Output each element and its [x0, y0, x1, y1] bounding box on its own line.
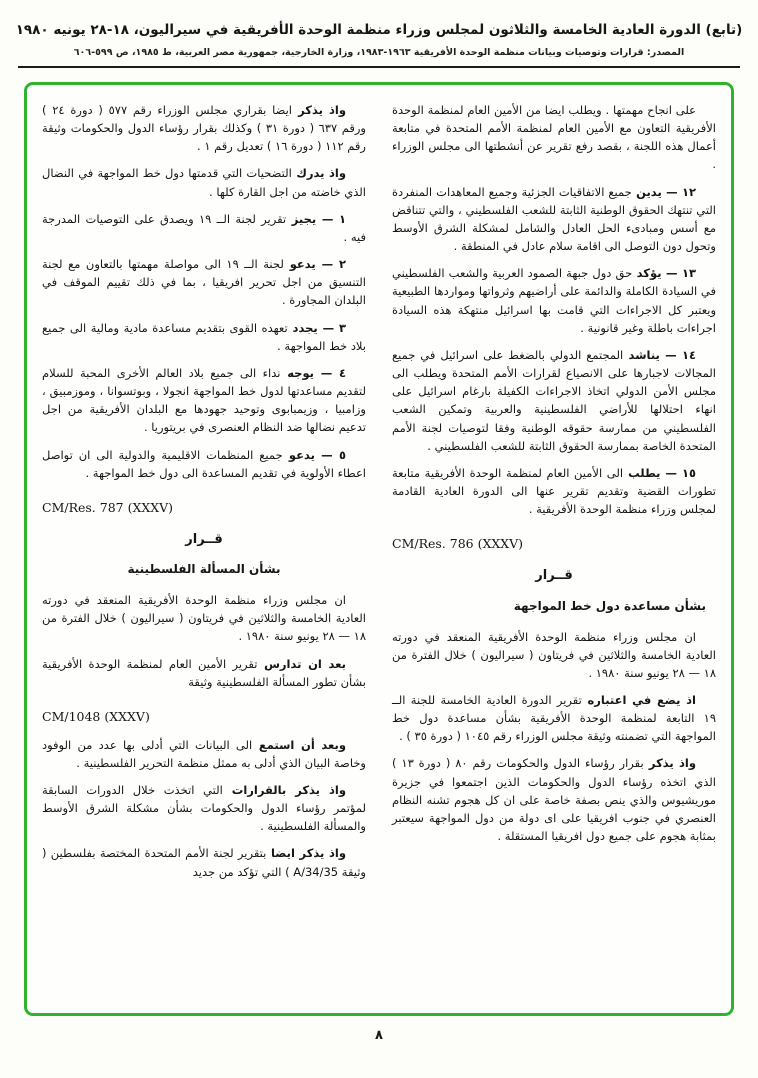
paragraph-lead: ٥ — يدعو: [282, 447, 346, 462]
resolution-number: CM/1048 (XXXV): [42, 708, 150, 724]
paragraph: وبعد أن استمع الى البيانات التي أدلى بها عدد من الوفود وخاصة البيان الذي أدلى به ممثل منظمة التحرير الفلسطينية .: [42, 737, 366, 770]
paragraph: واذ يذكر ايضا بقراري مجلس الوزراء رقم ٥٧٧ ( دورة ٢٤ ) ورقم ٦٣٧ ( دورة ٣١ ) وكذلك بقرار رؤساء الدول والحكومات وثيقة رقم ١١٢ ( دورة ١٦ ) تعديل رقم ١ .: [42, 103, 366, 154]
paragraph: ١٣ — يؤكد حق دول جبهة الصمود العربية والشعب الفلسطيني في السيادة الكاملة والدائمة على أراضيهم وثرواتها ومواردها الطبيعية ويعتبر كل الاجراءات التي قامت بها اسرائيل منتهكة هذه السيادة اجراءات باطلة وغير قانونية .: [392, 266, 716, 335]
paragraph: واذ يذكر بالقرارات التي اتخذت خلال الدورات السابقة لمؤتمر رؤساء الدول والحكومات بشأن مشكلة الشرق الأوسط والمسألة الفلسطينية .: [42, 782, 366, 834]
paragraph: ٣ — يجدد تعهده القوى بتقديم مساعدة مادية ومالية الى جميع بلاد خط المواجهة .: [42, 320, 366, 353]
paragraph-lead: ٣ — يجدد: [287, 320, 346, 335]
two-column-text: [42, 101, 716, 1003]
resolution-number: CM/Res. 786 (XXXV): [392, 536, 524, 552]
page-header: [14, 22, 744, 58]
paragraph: ١٥ — يطلب الى الأمين العام لمنظمة الوحدة الأفريقية متابعة تطورات القضية وتقديم تقرير عنها الى الدورة العادية القادمة لمجلس وزراء منظمة الوحدة الأفريقية .: [392, 465, 716, 517]
paragraph: ١ — يجيز تقرير لجنة الــ ١٩ ويصدق على التوصيات المدرجة فيه .: [42, 211, 366, 244]
paragraph: بعد ان تدارس تقرير الأمين العام لمنظمة الوحدة الأفريقية بشأن تطور المسألة الفلسطينية وثيقة: [42, 656, 366, 689]
paragraph-lead: ٤ — يوجه: [280, 365, 346, 380]
resolution-title: قــرار: [535, 568, 573, 584]
paragraph-lead: ١٢ — يدين: [631, 184, 696, 199]
paragraph-lead: واذ يدرك: [291, 166, 346, 181]
paragraph: ١٢ — يدين جميع الاتفاقيات الجزئية وجميع المعاهدات المنفردة التي تنتهك الحقوق الوطنية الثابتة للشعب الفلسطيني ، والتي تتناقض مع أسس ومبادىء الحل العادل والشامل لمشكلة الشرق الأوسط وتحول دون التوصل الى اقامة سلام عادل في المنطقة .: [392, 184, 716, 254]
resolution-subject: بشأن المسألة الفلسطينية: [127, 562, 281, 577]
paragraph: ١٤ — يناشد المجتمع الدولي بالضغط على اسرائيل في جميع المجالات لاجبارها على الانصياع لقرارات الأمم المتحدة ويطلب الى مجلس الأمن الدولي اتخاذ الاجراءات الكفيلة بارغام اسرائيل على انهاء احتلالها للأراضي الفلسطينية والعربية وتمكين الشعب الفلسطيني من ممارسة حقوقه الوطنية وفقا لتوصيات لجنة الأمم المتحدة الخاصة بممارسة الحقوق الثابتة للشعب الفلسطيني .: [392, 347, 716, 453]
paragraph-lead: بعد ان تدارس: [257, 656, 346, 671]
paragraph: ان مجلس وزراء منظمة الوحدة الأفريقية المنعقد في دورته العادية الخامسة والثلاثين في فريتاون ( سيراليون ) خلال الفترة من ١٨ — ٢٨ يونيو سنة ١٩٨٠ .: [392, 629, 716, 680]
paragraph: على انجاح مهمتها . ويطلب ايضا من الأمين العام لمنظمة الوحدة الأفريقية التعاون مع الأمين العام لمنظمة الأمم المتحدة في متابعة أعمال هذه اللجنة ، بقصد رفع تقرير عن أنشطتها الى مجلس الوزراء .: [392, 103, 716, 172]
column-left: [42, 101, 366, 1003]
paragraph: اذ يضع في اعتباره تقرير الدورة العادية الخامسة للجنة الــ ١٩ التابعة لمنظمة الوحدة الأفريقية بشأن مساعدة دول خط المواجهة التي تضمنته وثيقة مجلس الوزراء رقم ١٠٤٥ ( دورة ٣٥ ) .: [392, 692, 716, 744]
paragraph: ٤ — يوجه نداء الى جميع بلاد العالم الأخرى المحبة للسلام لتقديم مساعدتها لدول خط المواجهة انجولا ، وبوتسوانا ، وموزمبيق ، وزامبيا ، وزيمبابوى وتوحيد جهودها مع البلدان الأفريقية من اجل تدعيم نضالها ضد النظام العنصرى في بريتوريا .: [42, 365, 366, 435]
paragraph-lead: ٢ — يدعو: [283, 257, 346, 272]
column-right: [392, 101, 716, 1003]
paragraph-lead: واذ يذكر: [643, 756, 696, 771]
paragraph: واذ يدرك التضحيات التي قدمتها دول خط المواجهة في النضال الذي خاضته من اجل القارة كلها .: [42, 166, 366, 199]
paragraph: ان مجلس وزراء منظمة الوحدة الأفريقية المنعقد في دورته العادية الخامسة والثلاثين في فريتاون ( سيراليون ) خلال الفترة من ١٨ — ٢٨ يونيو سنة ١٩٨٠ .: [42, 593, 366, 644]
paragraph-lead: ١٥ — يطلب: [623, 465, 696, 480]
paragraph: واذ يذكر بقرار رؤساء الدول والحكومات رقم ٨٠ ( دورة ١٣ ) الذي اتخذه رؤساء الدول والحكومات الذين اجتمعوا في جزيرة موريشيوس والذي ينص بصفة خاصة على ان كل هجوم تشنه النظام العنصري في جنوب افريقيا على اى دولة من دول المواجهة سيعتبر بمثابة هجوم على جميع دول افريقيا المستقلة .: [392, 756, 716, 844]
document-title: (تابع) الدورة العادية الخامسة والثلاثون لمجلس وزراء منظمة الوحدة الأفريقية في سيراليون، ١٨-٢٨ يونيه ١٩٨٠: [15, 22, 743, 38]
paragraph-lead: وبعد أن استمع: [252, 737, 346, 752]
document-source-line: المصدر: قرارات وتوصيات وبيانات منظمة الوحدة الأفريقية ١٩٦٣-١٩٨٣، وزارة الخارجية، جمهورية مصر العربية، ط ١٩٨٥، ص ٥٩٩-٦٠٦: [73, 47, 685, 58]
green-content-frame: [24, 82, 734, 1016]
page-number: ٨: [375, 1028, 383, 1043]
paragraph-lead: واذ يذكر: [292, 103, 346, 117]
resolution-number: CM/Res. 787 (XXXV): [42, 499, 174, 515]
resolution-title: قــرار: [185, 531, 223, 547]
paragraph-lead: واذ يذكر ايضا: [266, 846, 347, 861]
paragraph: ٥ — يدعو جميع المنظمات الاقليمية والدولية الى ان تواصل اعطاء الأولوية في تقديم المساعدة الى دول خط المواجهة .: [42, 447, 366, 480]
header-divider: [18, 66, 740, 68]
resolution-subject: بشأن مساعدة دول خط المواجهة: [513, 598, 706, 613]
paragraph-lead: واذ يذكر بالقرارات: [222, 782, 346, 797]
paragraph: ٢ — يدعو لجنة الــ ١٩ الى مواصلة مهمتها بالتعاون مع لجنة التنسيق من اجل تحرير افريقيا ، بما في ذلك تقييم الموقف في البلدان المجاورة .: [42, 257, 366, 308]
paragraph-lead: ١٣ — يؤكد: [632, 266, 696, 281]
paragraph: واذ يذكر ايضا بتقرير لجنة الأمم المتحدة المختصة بفلسطين ( وثيقة A/34/35 ) التي تؤكد من جديد: [42, 846, 366, 879]
paragraph-lead: ١ — يجيز: [286, 211, 346, 226]
paragraph-lead: ١٤ — يناشد: [623, 347, 697, 362]
paragraph-lead: اذ يضع في اعتباره: [581, 692, 696, 707]
